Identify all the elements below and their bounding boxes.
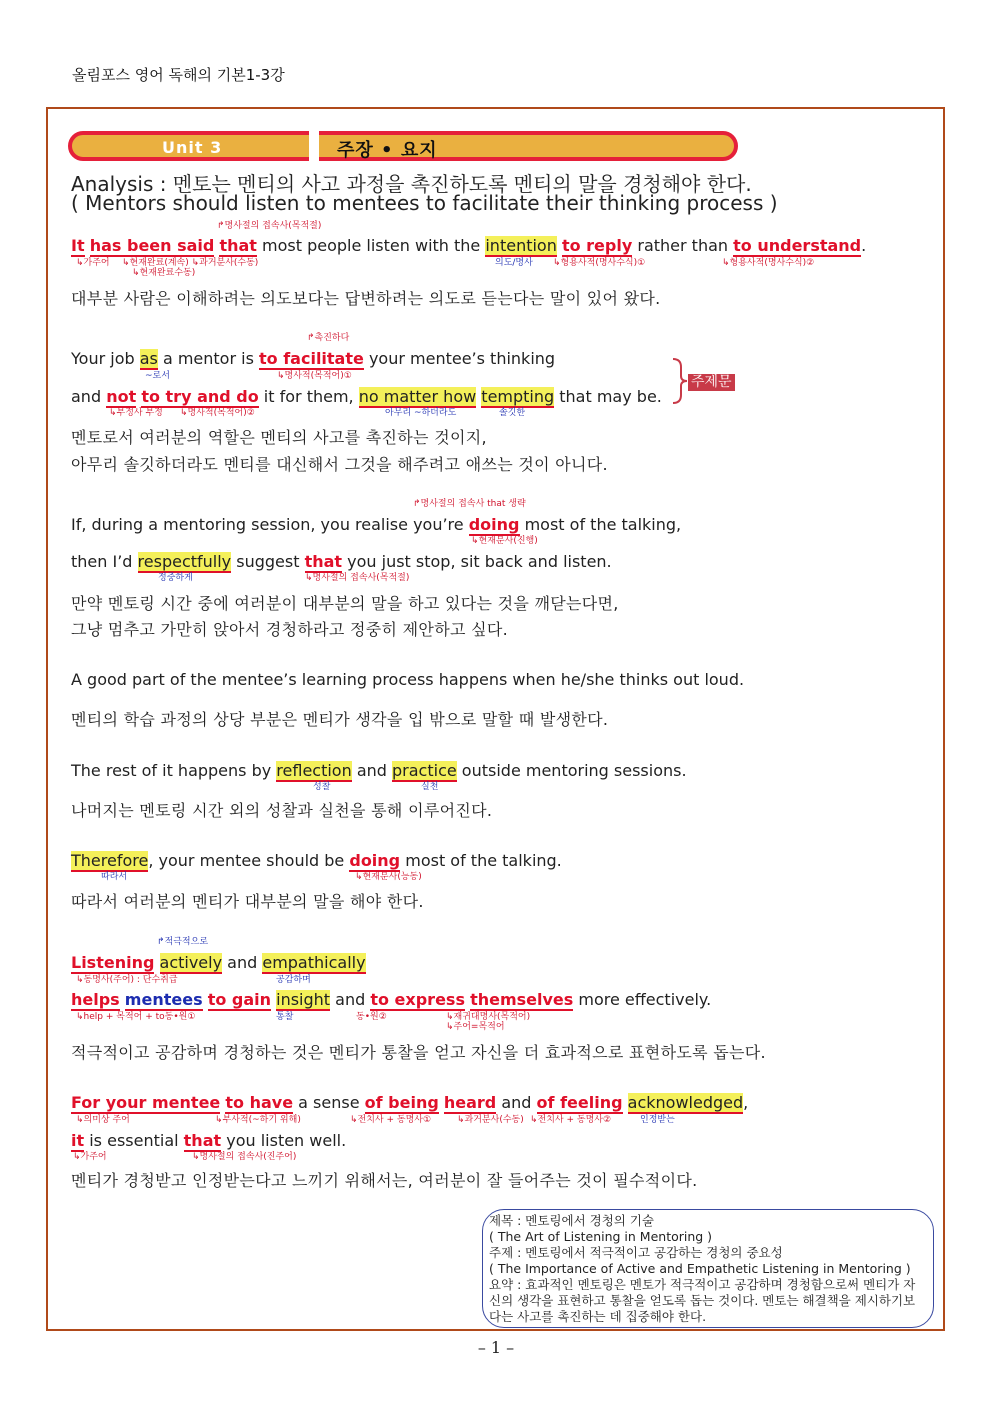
note: ↳가주어 [76,258,110,268]
text: and [222,953,263,972]
translation: 따라서 여러분의 멘티가 대부분의 말을 해야 한다. [71,892,424,911]
word: as [139,349,158,368]
translation: 만약 멘토링 시간 중에 여러분이 대부분의 말을 하고 있다는 것을 깨닫는다면, [71,594,619,613]
text [203,990,208,1009]
word: heard [443,1093,497,1112]
note: ↳명사적(목적어)① [277,371,352,381]
unit-banner [68,131,738,161]
note: ↱촉진하다 [307,333,350,343]
word: has been said [89,236,215,255]
sentence-6 [71,851,562,871]
word: practice [392,761,457,780]
note: ↳부정사 부정 [109,408,163,418]
text: it for them, [258,387,359,406]
word: For your mentee [71,1093,221,1112]
word: acknowledged [627,1093,744,1112]
word: to facilitate [259,349,364,368]
note: ↳과거분사(수동) [457,1115,524,1125]
sentence-7b [71,990,711,1010]
note: 따라서 [101,872,128,882]
text: Your job [71,349,140,368]
word: It [71,236,85,255]
word: of being [364,1093,439,1112]
word: actively [159,953,223,972]
text: , [743,1093,749,1112]
sentence-2a [71,349,555,369]
word: reflection [276,761,352,780]
theme-sentence-tag: 주제문 [688,374,735,391]
unit-title: 주장 • 요지 [337,140,438,161]
translation: 나머지는 멘토링 시간 외의 성찰과 실천을 통해 이루어진다. [71,801,493,820]
note: ↳명사적(목적어)② [180,408,255,418]
translation: 멘티의 학습 과정의 상당 부분은 멘티가 생각을 입 밖으로 말할 때 발생한다. [71,710,609,729]
note: ↳명사절의 접속사(목적절) [305,573,410,583]
translation: 대부분 사람은 이해하려는 의도보다는 답변하려는 의도로 듣는다는 말이 있어 왔다. [71,289,661,308]
text: and [71,387,107,406]
summary-title: 제목 : 멘토링에서 경청의 기술 [489,1213,655,1228]
word: it [71,1131,85,1150]
text: suggest [231,552,305,571]
word: to have [225,1093,294,1112]
summary-abstract: 요약 : 효과적인 멘토링은 멘토가 적극적이고 공감하며 경청함으로써 멘티가 자신의 생각을 표현하고 통찰을 얻도록 돕는 것이다. 멘토는 해결책을 제시하기보다는 사고를 촉진하는 데 집중해야 한다. [489,1277,916,1324]
text: more effectively. [573,990,712,1009]
note: 실천 [421,782,439,792]
note: ↳주어=목적어 [446,1022,505,1032]
text: you listen well. [221,1131,347,1150]
word: respectfully [137,552,232,571]
text: and [496,1093,537,1112]
text: your mentee’s thinking [363,349,556,368]
note: 공감하며 [276,975,311,985]
word: mentees [124,990,203,1009]
note: 동•원② [356,1012,387,1022]
note: 통찰 [276,1012,294,1022]
text: a sense [293,1093,365,1112]
word: to express [370,990,465,1009]
word: doing [468,515,520,534]
word: that [183,1131,222,1150]
summary-box [482,1209,934,1328]
text: most of the talking, [519,515,682,534]
word: to try and do [141,387,259,406]
note: ↳부사적(~하기 위해) [215,1115,301,1125]
note: ↳현재분사(능동) [355,872,422,882]
note: ↳현재완료(계속) ↳과거분사(수동) [122,258,259,268]
note: ↳전치사 + 동명사② [530,1115,612,1125]
word: to understand [733,236,862,255]
translation: 그냥 멈추고 가만히 앉아서 경청하라고 정중히 제안하고 싶다. [71,620,508,639]
translation: 적극적이고 공감하며 경청하는 것은 멘티가 통찰을 얻고 자신을 더 효과적으로 표현하도록 돕는다. [71,1043,766,1062]
word: not [106,387,137,406]
note: ↳전치사 + 동명사① [350,1115,432,1125]
word: of feeling [536,1093,623,1112]
note: 정중하게 [158,573,193,583]
word: empathically [262,953,366,972]
word: no matter how [358,387,477,406]
word: to gain [207,990,272,1009]
text: you just stop, sit back and listen. [342,552,612,571]
note: ↱명사절의 접속사(목적절) [217,221,322,231]
summary-topic: 주제 : 멘토링에서 적극적이고 공감하는 경청의 중요성 [489,1245,783,1260]
note: ↳가주어 [73,1152,107,1162]
text: is essential [84,1131,184,1150]
note: 아무리 ~하더라도 [385,408,457,418]
note: ↳형용사적(명사수식)② [722,258,815,268]
translation: 아무리 솔깃하더라도 멘티를 대신해서 그것을 해주려고 애쓰는 것이 아니다. [71,455,608,474]
word: helps [71,990,120,1009]
note: ↳재귀대명사(목적어) [446,1012,531,1022]
word: that [304,552,343,571]
word: tempting [481,387,555,406]
brace-icon [671,357,689,405]
page-number: – 1 – [477,1338,515,1357]
text: The rest of it happens by [71,761,277,780]
note: ↳동명사(주어) : 단수취급 [76,975,178,985]
word: insight [276,990,331,1009]
sentence-2b [71,387,662,407]
text: a mentor is [157,349,259,368]
document-header: 올림포스 영어 독해의 기본1-3강 [72,66,285,84]
translation: 멘티가 경청받고 인정받는다고 느끼기 위해서는, 여러분이 잘 들어주는 것이 필수적이다. [71,1171,698,1190]
sentence-7a [71,953,366,973]
text: outside mentoring sessions. [456,761,687,780]
sentence-3a [71,515,681,535]
text: . [861,236,867,255]
text: rather than [632,236,734,255]
note: 솔깃한 [499,408,526,418]
note: ↳의미상 주어 [76,1115,130,1125]
text: If, during a mentoring session, you realise you’re [71,515,469,534]
note: 성찰 [313,782,331,792]
text [623,1093,628,1112]
text: most people listen with the [256,236,486,255]
note: ↳명사절의 접속사(진주어) [192,1152,297,1162]
text: , your mentee should be [148,851,350,870]
word: that [219,236,257,255]
note: ↳help + 목적어 + to동•원① [76,1012,196,1022]
sentence-1 [71,236,866,256]
note: 의도/명사 [495,258,533,268]
text [154,953,159,972]
word: Listening [71,953,155,972]
sentence-5 [71,761,687,781]
translation: 멘토로서 여러분의 역할은 멘티의 사고를 촉진하는 것이지, [71,428,487,447]
sentence-8a [71,1093,748,1113]
note: ↳형용사적(명사수식)① [553,258,646,268]
word: intention [485,236,557,255]
note: ↳현재분사(진행) [471,536,538,546]
word: themselves [470,990,574,1009]
sentence-3b [71,552,612,572]
note: ~로서 [145,371,170,381]
summary-title-en: ( The Art of Listening in Mentoring ) [489,1229,713,1244]
analysis-english: ( Mentors should listen to mentees to facilitate their thinking process ) [71,191,778,215]
note: ↳현재완료수동) [132,268,196,278]
text: and [330,990,371,1009]
text: most of the talking. [400,851,562,870]
text: that may be. [554,387,662,406]
text: and [351,761,393,780]
banner-divider [309,131,319,161]
note: ↱명사절의 접속사 that 생략 [413,499,526,509]
note: ↱적극적으로 [157,937,209,947]
word: doing [349,851,401,870]
unit-label: Unit 3 [162,138,223,157]
analysis-korean: Analysis : 멘토는 멘티의 사고 과정을 촉진하도록 멘티의 말을 경청해야 한다. [71,172,752,196]
summary-topic-en: ( The Importance of Active and Empathetic Listening in Mentoring ) [489,1261,911,1276]
word: to reply [561,236,633,255]
sentence-8b [71,1131,346,1151]
note: 인정받는 [640,1115,675,1125]
sentence-4: A good part of the mentee’s learning process happens when he/she thinks out loud. [71,670,745,689]
text: then I’d [71,552,138,571]
word: Therefore [71,851,149,870]
